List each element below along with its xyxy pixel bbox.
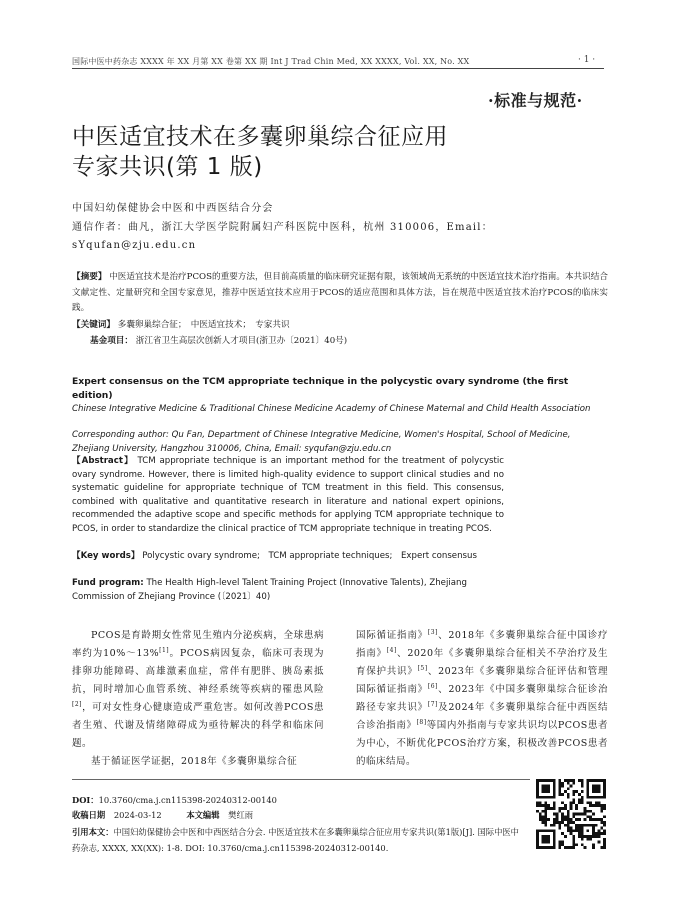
body-left-column xyxy=(72,627,324,771)
cn-corresponding-author: 通信作者：曲凡，浙江大学医学院附属妇产科医院中医科，杭州 310006，Email：sYqufan@zju.edu.cn xyxy=(72,222,493,251)
cn-abstract-text: 中医适宜技术是治疗PCOS的重要方法，但目前高质量的临床研究证据有限，该领域尚无系统的中医适宜技术治疗指南。本共识结合文献定性、定量研究和全国专家意见，推荐中医适宜技术应用于PCOS的适应范围和具体方法，旨在规范中医适宜技术治疗PCOS的临床实践。 xyxy=(72,272,608,313)
en-abstract-label: 【Abstract】 xyxy=(72,456,134,466)
cn-keywords-label: 【关键词】 xyxy=(72,320,115,330)
reference-7[interactable]: [7] xyxy=(427,700,438,708)
reference-6[interactable]: [6] xyxy=(427,682,438,690)
section-label: ·标准与规范· xyxy=(488,91,583,110)
reference-5[interactable]: [5] xyxy=(417,664,428,672)
body-text: ，可对女性身心健康造成严重危害。如何改善PCOS患者生殖、代谢及情绪障碍成为亟待解决的科学和临床问题。 xyxy=(72,702,324,749)
en-organization: Chinese Integrative Medicine & Traditional Chinese Medicine Academy of Chinese Maternal and Child Health Association xyxy=(72,404,591,414)
reference-3[interactable]: [3] xyxy=(427,628,438,636)
cn-fund xyxy=(90,334,347,346)
body-text: 等国内外指南与专家共识均以PCOS患者为中心，不断优化PCOS治疗方案，积极改善PCOS患者的临床结局。 xyxy=(356,720,608,767)
body-text: PCOS是育龄期女性常见生殖内分泌疾病，全球患病率约为10%～13% xyxy=(72,630,324,659)
cn-abstract-label: 【摘要】 xyxy=(72,272,107,282)
title-line-2: 专家共识(第 1 版) xyxy=(72,154,263,180)
reference-1[interactable]: [1] xyxy=(159,646,170,654)
body-text: 、2023年《多囊卵巢综合征评估和管理国际循证指南》 xyxy=(356,666,608,695)
body-paragraph-2: 基于循证医学证据，2018年《多囊卵巢综合征 xyxy=(91,756,298,767)
en-keywords-label: 【Key words】 xyxy=(72,551,140,561)
article-title xyxy=(72,122,592,182)
reference-4[interactable]: [4] xyxy=(386,646,397,654)
title-line-1: 中医适宜技术在多囊卵巢综合征应用 xyxy=(72,124,448,150)
editor-label: 本文编辑 xyxy=(186,810,220,820)
en-fund-text: The Health High-level Talent Training Project (Innovative Talents), Zhejiang Commission of Zhejiang Province (〔2021〕40) xyxy=(72,578,467,602)
body-text: 、2018年《多囊卵巢综合征中国诊疗指南》 xyxy=(356,630,608,659)
en-corresponding-author: Corresponding author: Qu Fan, Department of Chinese Integrative Medicine, Women's Hospital, School of Medicine, Zhejiang University, Hangzhou 310006, China, Email: syqufan@zju.edu.cn xyxy=(72,430,571,454)
en-keywords-text: Polycystic ovary syndrome; TCM appropriate techniques; Expert consensus xyxy=(142,551,477,561)
footer-citation xyxy=(72,824,522,856)
doi-label: DOI： xyxy=(72,795,99,805)
cn-organization: 中国妇幼保健协会中医和中西医结合分会 xyxy=(72,203,274,214)
cn-fund-label: 基金项目： xyxy=(90,336,133,346)
footer-rule xyxy=(72,779,530,780)
page-number: · 1 · xyxy=(578,55,596,65)
body-text: 国际循证指南》 xyxy=(356,630,428,641)
footer-doi xyxy=(72,793,277,807)
journal-header: 国际中医中药杂志 XXXX 年 XX 月第 XX 卷第 XX 期 Int J Trad Chin Med, XX XXXX, Vol. XX, No. XX xyxy=(72,57,470,66)
body-right-column xyxy=(356,627,608,771)
en-title: Expert consensus on the TCM appropriate technique in the polycystic ovary syndrome (the first edition) xyxy=(72,376,569,401)
doi-value[interactable]: 10.3760/cma.j.cn115398-20240312-00140 xyxy=(98,795,277,805)
body-text: 及2024年《多囊卵巢综合征中西医结合诊治指南》 xyxy=(356,702,608,731)
cn-abstract xyxy=(72,270,608,317)
en-keywords xyxy=(72,549,504,563)
en-fund-label: Fund program: xyxy=(72,578,144,588)
reference-2[interactable]: [2] xyxy=(72,700,82,708)
cite-text: 中国妇幼保健协会中医和中西医结合分会. 中医适宜技术在多囊卵巢综合征应用专家共识(第1版)[J]. 国际中医中药杂志, XXXX, XX(XX): 1-8. DOI: 10.3760/cma.j.cn115398-20240312-00140. xyxy=(72,827,519,853)
cn-fund-text: 浙江省卫生高层次创新人才项目(浙卫办〔2021〕40号) xyxy=(135,336,348,346)
body-text: 。PCOS病因复杂，临床可表现为排卵功能障碍、高雄激素血症，常伴有肥胖、胰岛素抵抗，同时增加心血管系统、神经系统等疾病的罹患风险 xyxy=(72,648,324,695)
received-label: 收稿日期 xyxy=(72,810,106,820)
header-rule xyxy=(72,68,604,69)
en-abstract xyxy=(72,455,504,536)
reference-8[interactable]: [8] xyxy=(416,718,427,726)
cn-keywords-text: 多囊卵巢综合征； 中医适宜技术； 专家共识 xyxy=(117,320,290,330)
body-paragraph-1 xyxy=(72,627,324,753)
cite-label: 引用本文： xyxy=(72,827,114,837)
body-text: 、2023年《中国多囊卵巢综合征诊治路径专家共识》 xyxy=(356,684,608,713)
body-text: 、2020年《多囊卵巢综合征相关不孕治疗及生育保护共识》 xyxy=(356,648,608,677)
en-abstract-text: TCM appropriate technique is an important method for the treatment of polycystic ovary syndrome. However, there is limited high-quality evidence to support clinical studies and no systematic guideline for appropriate technique of TCM treatment in this field. This consensus, combined with qualitative and quantitative research in literature and national expert opinions, recommended the adaptive scope and specific methods for applying TCM appropriate technique to PCOS, in order to standardize the clinical practice of TCM appropriate technique in treating PCOS. xyxy=(72,456,504,534)
cn-keywords xyxy=(72,318,290,330)
en-fund xyxy=(72,576,504,604)
qr-code[interactable] xyxy=(536,779,606,849)
received-date: 2024-03-12 xyxy=(113,810,162,820)
editor-name: 樊红雨 xyxy=(228,810,254,820)
footer-dates xyxy=(72,808,253,822)
